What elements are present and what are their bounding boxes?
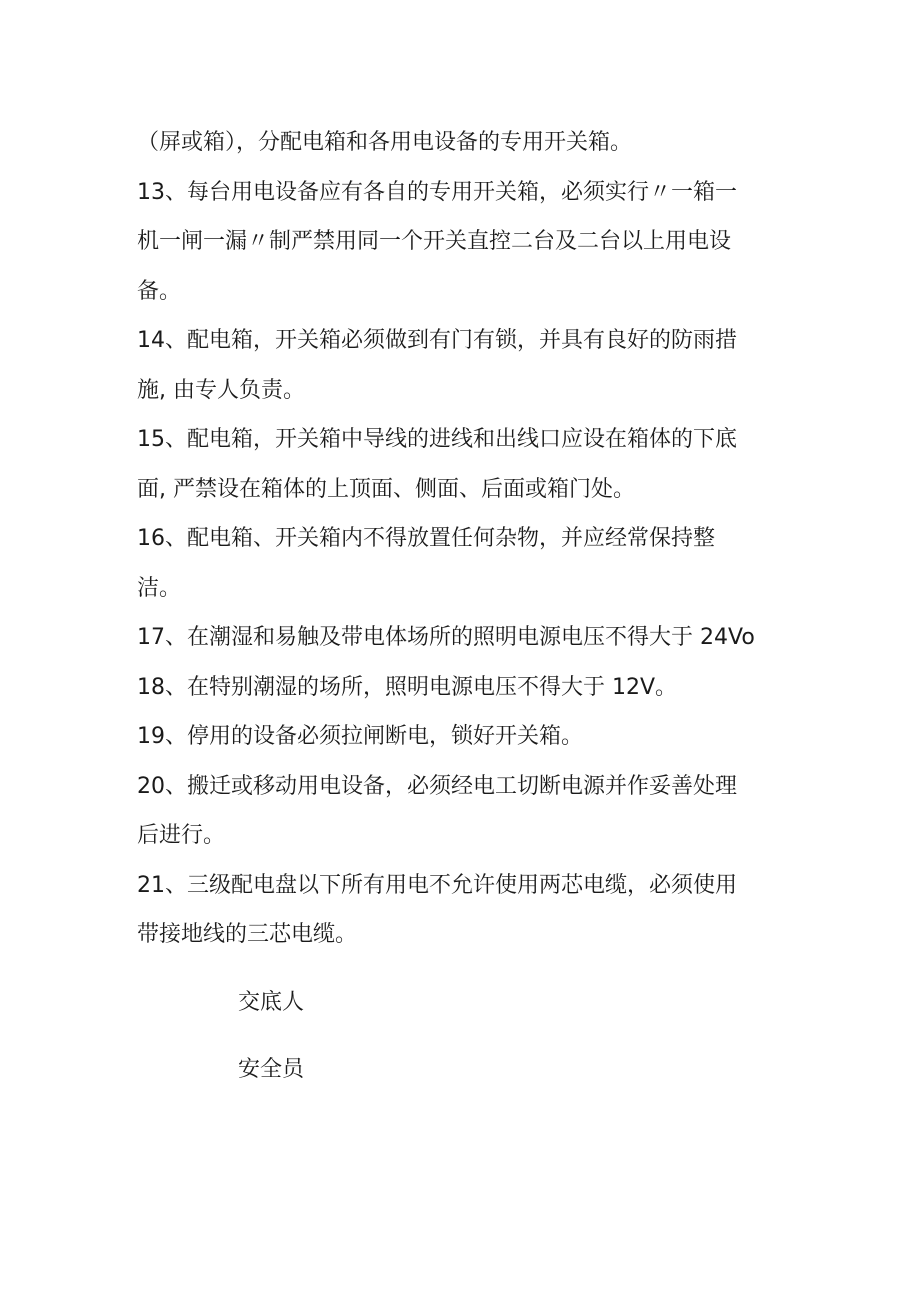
paragraph bbox=[137, 712, 787, 762]
paragraph-line: （屏或箱），分配电箱和各用电设备的专用开关箱。 bbox=[137, 130, 633, 155]
paragraph-line: 20、搬迁或移动用电设备，必须经电工切断电源并作妥善处理 bbox=[137, 773, 737, 799]
paragraph-line: 16、配电箱、开关箱内不得放置任何杂物，并应经常保持整 bbox=[137, 526, 715, 551]
presenter-label: 交底人 bbox=[238, 990, 305, 1015]
paragraph bbox=[137, 415, 787, 514]
paragraph-line: 洁。 bbox=[137, 575, 182, 601]
paragraph-line: 19、停用的设备必须拉闸断电，锁好开关箱。 bbox=[137, 724, 583, 749]
paragraph bbox=[137, 613, 787, 663]
safety-officer-label: 安全员 bbox=[238, 1057, 305, 1082]
paragraph-line: 18、在特别潮湿的场所，照明电源电压不得大于 12V。 bbox=[137, 674, 678, 700]
paragraph bbox=[137, 316, 787, 415]
paragraph bbox=[137, 762, 787, 861]
paragraph-line: 备。 bbox=[137, 278, 182, 304]
paragraph-line: 14、配电箱，开关箱必须做到有门有锁，并具有良好的防雨措 bbox=[137, 328, 737, 353]
paragraph bbox=[137, 168, 787, 317]
paragraph bbox=[137, 663, 787, 713]
paragraph-line: 15、配电箱，开关箱中导线的进线和出线口应设在箱体的下底 bbox=[137, 427, 737, 452]
paragraph bbox=[137, 861, 787, 960]
paragraph bbox=[137, 514, 787, 613]
paragraph bbox=[137, 118, 787, 168]
paragraph-line: 21、三级配电盘以下所有用电不允许使用两芯电缆，必须使用 bbox=[137, 872, 737, 898]
paragraph-line: 后进行。 bbox=[137, 823, 226, 848]
paragraph-line: 带接地线的三芯电缆。 bbox=[137, 922, 358, 947]
paragraph-line: 机一闸一漏〃制严禁用同一个开关直控二台及二台以上用电设 bbox=[137, 229, 732, 254]
document-body bbox=[137, 118, 787, 960]
paragraph-line: 施, 由专人负责。 bbox=[137, 377, 305, 403]
paragraph-line: 面, 严禁设在箱体的上顶面、侧面、后面或箱门处。 bbox=[137, 476, 635, 502]
paragraph-line: 13、每台用电设备应有各自的专用开关箱，必须实行〃一箱一 bbox=[137, 179, 737, 205]
paragraph-line: 17、在潮湿和易触及带电体场所的照明电源电压不得大于 24Vo bbox=[137, 625, 755, 650]
